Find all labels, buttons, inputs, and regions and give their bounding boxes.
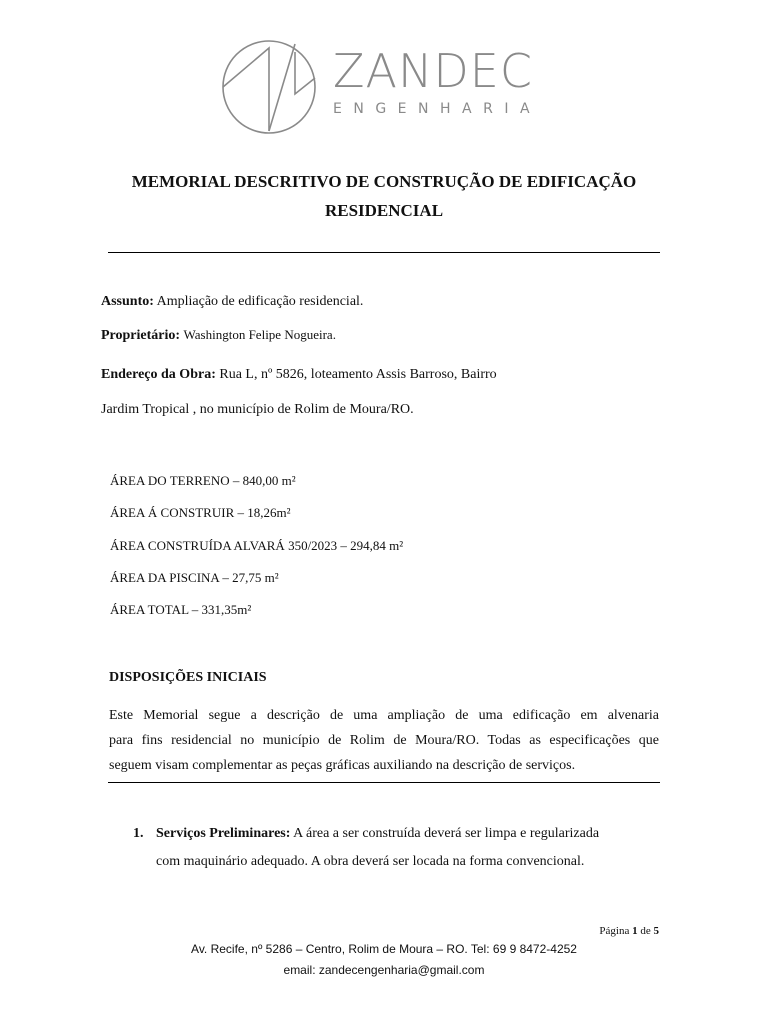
area-construida-alvara: ÁREA CONSTRUÍDA ALVARÁ 350/2023 – 294,84 m² bbox=[110, 538, 404, 553]
assunto-line bbox=[101, 295, 363, 309]
proprietario-value: Washington Felipe Nogueira. bbox=[183, 327, 336, 342]
disposicoes-line-3: seguem visam complementar as peças gráficas auxiliando na descrição de serviços. bbox=[109, 758, 576, 773]
assunto-value: Ampliação de edificação residencial. bbox=[156, 294, 364, 309]
disposicoes-paragraph bbox=[109, 703, 659, 778]
item-1-line bbox=[156, 827, 599, 841]
proprietario-label: Proprietário: bbox=[101, 328, 181, 343]
area-piscina: ÁREA DA PISCINA – 27,75 m² bbox=[110, 570, 279, 585]
document-title-line1: MEMORIAL DESCRITIVO DE CONSTRUÇÃO DE EDIFICAÇÃO bbox=[131, 172, 637, 191]
area-total: ÁREA TOTAL – 331,35m² bbox=[110, 602, 252, 617]
endereco-continuation: Jardim Tropical , no município de Rolim de Moura/RO. bbox=[101, 402, 414, 417]
footer-email: email: zandecengenharia@gmail.com bbox=[283, 963, 485, 977]
endereco-label: Endereço da Obra: bbox=[101, 367, 216, 382]
item-1-label: Serviços Preliminares: bbox=[156, 826, 291, 841]
endereco-line bbox=[101, 368, 497, 382]
brand-name: ZANDEC bbox=[333, 44, 533, 98]
brand-subtitle: ENGENHARIA bbox=[333, 101, 542, 117]
item-1-text: A área a ser construída deverá ser limpa e regularizada bbox=[293, 826, 600, 841]
item-1-continuation: com maquinário adequado. A obra deverá ser locada na forma convencional. bbox=[156, 854, 585, 869]
document-title-line2: RESIDENCIAL bbox=[324, 201, 444, 220]
page-number: Página 1 de 5 bbox=[599, 925, 659, 937]
section-divider bbox=[108, 782, 660, 783]
area-a-construir: ÁREA Á CONSTRUIR – 18,26m² bbox=[110, 505, 291, 520]
proprietario-line bbox=[101, 328, 336, 343]
assunto-label: Assunto: bbox=[101, 294, 154, 309]
endereco-value: Rua L, nº 5826, loteamento Assis Barroso, Bairro bbox=[219, 367, 497, 382]
item-1-number: 1. bbox=[133, 826, 144, 841]
area-terreno: ÁREA DO TERRENO – 840,00 m² bbox=[110, 473, 296, 488]
disposicoes-heading: DISPOSIÇÕES INICIAIS bbox=[109, 670, 267, 685]
footer-address: Av. Recife, nº 5286 – Centro, Rolim de Moura – RO. Tel: 69 9 8472-4252 bbox=[191, 942, 577, 956]
disposicoes-line-1: Este Memorial segue a descrição de uma ampliação de uma edificação em alvenaria bbox=[109, 708, 659, 723]
title-divider bbox=[108, 252, 660, 253]
disposicoes-line-2: para fins residencial no município de Rolim de Moura/RO. Todas as especificações que bbox=[109, 733, 659, 748]
